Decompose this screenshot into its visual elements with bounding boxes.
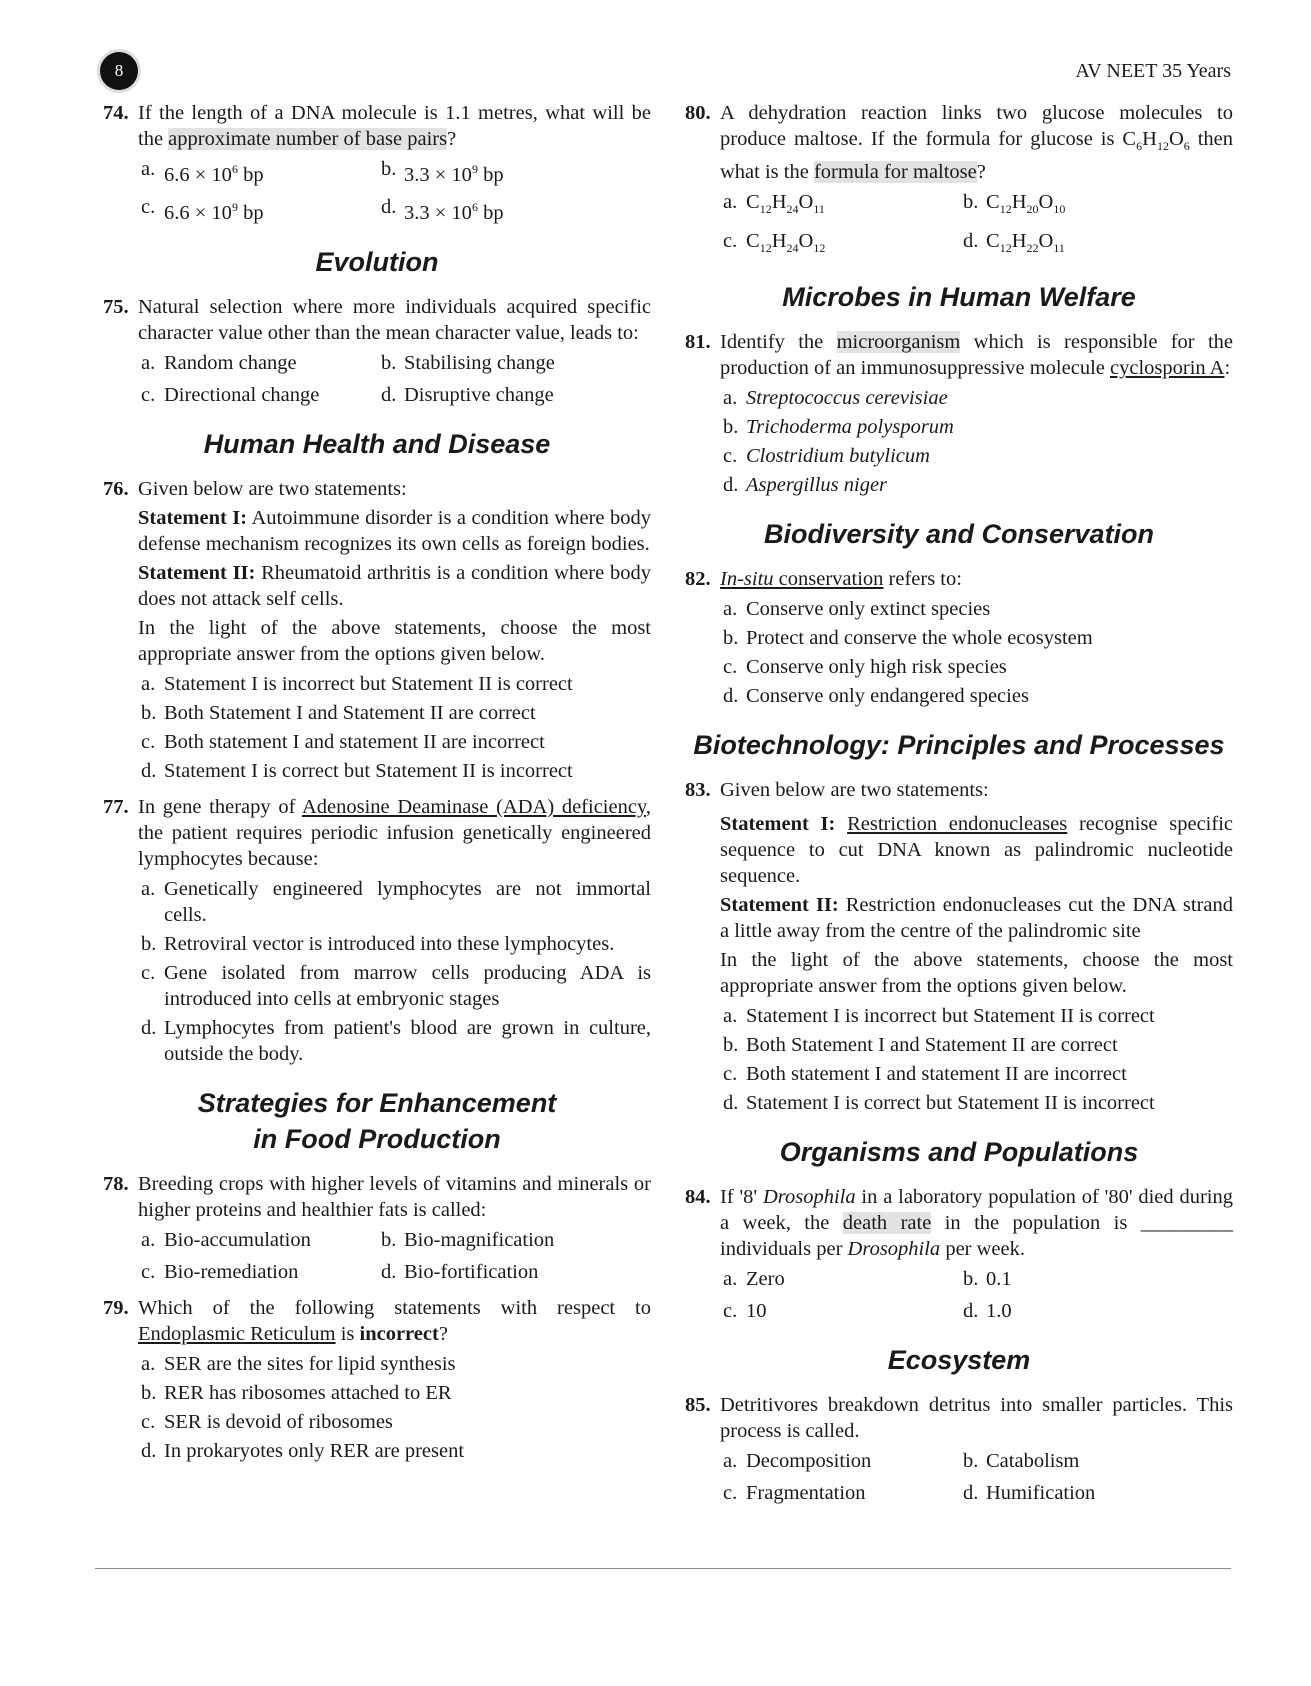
option[interactable]: d. 1.0 <box>963 1300 1012 1323</box>
options <box>720 1003 1233 1116</box>
option[interactable]: b. Both Statement I and Statement II are correct <box>141 701 536 724</box>
option[interactable]: c. $C_{12}H_{24}O_{12}$ <box>723 230 826 256</box>
question-74: 74. If the length of a DNA molecule is 1.1 metres, what will be the approximate number of base pairs? a. $6.6 \times 10^6$ bp b. $3.3 \times 10^9$ bp c. $6.6 \times 10^9$ bp d. $3.3 \times 10^6$ bp <box>103 102 651 224</box>
option[interactable]: c. 10 <box>723 1300 767 1323</box>
options <box>138 1227 651 1285</box>
question-number: 76. <box>103 477 129 500</box>
option[interactable]: b. 0.1 <box>963 1268 1012 1291</box>
option[interactable]: b. Retroviral vector is introduced into these lymphocytes. <box>141 932 615 955</box>
option[interactable]: a. Decomposition <box>723 1450 872 1473</box>
question-number: 75. <box>103 295 129 318</box>
option[interactable]: a. Bio-accumulation <box>141 1228 311 1251</box>
option[interactable]: b. Trichoderma polysporum <box>723 416 954 439</box>
option[interactable]: b. Bio-magnification <box>381 1228 555 1251</box>
option[interactable]: b. Both Statement I and Statement II are correct <box>723 1034 1118 1057</box>
option[interactable]: c. Both statement I and statement II are incorrect <box>141 730 545 753</box>
option[interactable]: a. Statement I is incorrect but Statement II is correct <box>141 672 573 695</box>
options <box>720 385 1233 498</box>
option[interactable]: b. $3.3 \times 10^9$ bp <box>381 158 504 186</box>
option[interactable]: a. SER are the sites for lipid synthesis <box>141 1352 456 1375</box>
option[interactable]: a. $C_{12}H_{24}O_{11}$ <box>723 191 825 217</box>
option[interactable]: d. Humification <box>963 1482 1096 1505</box>
question-83: 83. Given below are two statements: Statement I: Restriction endonucleases recognise specific sequence to cut DNA known as palindromic nucleotide sequence. Statement II: Restriction endonucleases cut the DNA strand a little away from the centre of the palindromic site In the light of the above statements, choose the most appropriate answer from the options given below. a. Statement I is incorrect but Statement II is correct b. Both Statement I and Statement II are correct c. Both statement I and statement II are incorrect d. Statement I is correct but Statement II is incorrect <box>685 779 1233 1115</box>
option[interactable]: a. Statement I is incorrect but Statement II is correct <box>723 1005 1155 1028</box>
question-85: 85. Detritivores breakdown detritus into smaller particles. This process is called. a. Decomposition b. Catabolism c. Fragmentation d. Humification <box>685 1394 1233 1505</box>
option[interactable]: a. Zero <box>723 1268 785 1291</box>
statement-1: Statement I: Autoimmune disorder is a condition where body defense mechanism recognizes its own cells as foreign bodies. <box>138 506 651 555</box>
section-heading: Microbes in Human Welfare <box>782 282 1136 313</box>
statement-1: Statement I: Restriction endonucleases recognise specific sequence to cut DNA known as palindromic nucleotide sequence. <box>720 813 1233 888</box>
options <box>720 1266 1233 1324</box>
option[interactable]: b. Stabilising change <box>381 351 555 374</box>
question-number: 85. <box>685 1394 711 1417</box>
question-number: 79. <box>103 1296 129 1319</box>
option[interactable]: d. Disruptive change <box>381 383 554 406</box>
option[interactable]: a. Random change <box>141 351 297 374</box>
option[interactable]: c. Clostridium butylicum <box>723 445 930 468</box>
question-number: 83. <box>685 779 711 802</box>
question-84: 84. If '8' Drosophila in a laboratory population of '80' died during a week, the death rate in the population is _________ individuals per Drosophila per week. a. Zero b. 0.1 c. 10 d. 1.0 <box>685 1186 1233 1323</box>
options <box>138 671 651 784</box>
section-heading: Strategies for Enhancement in Food Production <box>197 1087 557 1154</box>
option[interactable]: d. Statement I is correct but Statement II is incorrect <box>141 759 573 782</box>
option[interactable]: b. $C_{12}H_{20}O_{10}$ <box>963 191 1066 217</box>
question-78: 78. Breeding crops with higher levels of vitamins and minerals or higher proteins and healthier fats is called: a. Bio-accumulation b. Bio-magnification c. Bio-remediation d. Bio-fortification <box>103 1172 651 1283</box>
question-number: 78. <box>103 1172 129 1195</box>
question-number: 80. <box>685 102 711 124</box>
option[interactable]: a. Conserve only extinct species <box>723 598 991 621</box>
statement-2: Statement II: Restriction endonucleases cut the DNA strand a little away from the centre of the palindromic site <box>720 894 1233 943</box>
option[interactable]: c. Conserve only high risk species <box>723 656 1007 679</box>
section-heading: Ecosystem <box>887 1345 1031 1376</box>
statement-2: Statement II: Rheumatoid arthritis is a condition where body does not attack self cells. <box>138 561 651 610</box>
options <box>720 189 1233 261</box>
options <box>720 1448 1233 1506</box>
option[interactable]: d. In prokaryotes only RER are present <box>141 1439 465 1462</box>
option[interactable]: c. Gene isolated from marrow cells producing ADA is introduced into cells at embryonic stages <box>141 961 651 1010</box>
question-75: 75. Natural selection where more individuals acquired specific character value other than the mean character value, leads to: a. Random change b. Stabilising change c. Directional change d. Disruptive change <box>103 295 651 406</box>
option[interactable]: c. Bio-remediation <box>141 1260 299 1283</box>
question-79: 79. Which of the following statements with respect to Endoplasmic Reticulum is incorrect? a. SER are the sites for lipid synthesis b. RER has ribosomes attached to ER c. SER is devoid of ribosomes d. In prokaryotes only RER are present <box>103 1296 651 1462</box>
question-number: 82. <box>685 568 711 591</box>
options <box>138 1351 651 1464</box>
section-heading: Human Health and Disease <box>203 428 551 459</box>
option[interactable]: c. Directional change <box>141 383 320 406</box>
section-heading: Evolution <box>315 246 439 277</box>
options <box>138 876 651 1067</box>
option[interactable]: a. $6.6 \times 10^6$ bp <box>141 158 264 186</box>
options <box>720 596 1233 709</box>
option[interactable]: b. Protect and conserve the whole ecosystem <box>723 627 1093 650</box>
option[interactable]: d. Statement I is correct but Statement II is incorrect <box>723 1092 1155 1115</box>
option[interactable]: b. RER has ribosomes attached to ER <box>141 1381 452 1404</box>
option[interactable]: d. Bio-fortification <box>381 1260 539 1283</box>
highlight: approximate number of base pairs <box>168 128 448 150</box>
option[interactable]: c. Fragmentation <box>723 1482 866 1505</box>
question-80: 80. A dehydration reaction links two glucose molecules to produce maltose. If the formula for glucose is $C_6H_{12}O_6$ then what is the formula for maltose? a. $C_{12}H_{24}O_{11}$ b. $C_{12}H_{20}O_{10}$ c. $C_{12}H_{24}O_{12}$ d. $C_{12}H_{22}O_{11}$ <box>685 100 1233 261</box>
question-number: 74. <box>103 102 129 124</box>
option[interactable]: d. Conserve only endangered species <box>723 685 1029 708</box>
question-81: 81. Identify the microorganism which is responsible for the production of an immunosuppressive molecule cyclosporin A: a. Streptococcus cerevisiae b. Trichoderma polysporum c. Clostridium butylicum d. Aspergillus niger <box>685 331 1233 497</box>
option[interactable]: b. Catabolism <box>963 1450 1080 1473</box>
options <box>138 350 651 408</box>
option[interactable]: c. SER is devoid of ribosomes <box>141 1410 393 1433</box>
option[interactable]: d. Lymphocytes from patient's blood are grown in culture, outside the body. <box>141 1016 651 1065</box>
left-column <box>103 100 651 1474</box>
question-number: 77. <box>103 795 129 818</box>
question-number: 81. <box>685 331 711 354</box>
right-column <box>685 100 1233 1516</box>
section-heading: Organisms and Populations <box>779 1137 1139 1168</box>
page-number-badge: 8 <box>100 52 138 90</box>
option[interactable]: c. Both statement I and statement II are incorrect <box>723 1063 1127 1086</box>
option[interactable]: d. Aspergillus niger <box>723 474 888 497</box>
option[interactable]: a. Genetically engineered lymphocytes are not immortal cells. <box>141 877 651 926</box>
question-77: 77. In gene therapy of Adenosine Deaminase (ADA) deficiency, the patient requires periodic infusion genetically engineered lymphocytes because: a. Genetically engineered lymphocytes are not immortal cells. b. Retroviral vector is introduced into these lymphocytes. c. Gene isolated from marrow cells producing ADA is introduced into cells at embryonic stages d. Lymphocytes from patient's blood are grown in culture, outside the body. <box>103 795 651 1065</box>
options <box>138 156 651 226</box>
footer-divider <box>95 1568 1231 1569</box>
section-heading: Biodiversity and Conservation <box>763 519 1155 550</box>
option[interactable]: d. $C_{12}H_{22}O_{11}$ <box>963 230 1065 256</box>
option[interactable]: a. Streptococcus cerevisiae <box>723 387 948 410</box>
option[interactable]: c. $6.6 \times 10^9$ bp <box>141 195 264 224</box>
question-number: 84. <box>685 1186 711 1209</box>
question-82: 82. In-situ conservation refers to: a. Conserve only extinct species b. Protect and conserve the whole ecosystem c. Conserve only high risk species d. Conserve only endangered species <box>685 566 1233 709</box>
question-76: 76. Given below are two statements: Statement I: Autoimmune disorder is a condition where body defense mechanism recognizes its own cells as foreign bodies. Statement II: Rheumatoid arthritis is a condition where body does not attack self cells. In the light of the above statements, choose the most appropriate answer from the options given below. a. Statement I is incorrect but Statement II is correct b. Both Statement I and Statement II are correct c. Both statement I and statement II are incorrect d. Statement I is correct but Statement II is incorrect <box>103 477 651 782</box>
section-heading: Biotechnology: Principles and Processes <box>693 730 1225 761</box>
running-header: AV NEET 35 Years <box>1075 60 1231 82</box>
option[interactable]: d. $3.3 \times 10^6$ bp <box>381 195 504 224</box>
